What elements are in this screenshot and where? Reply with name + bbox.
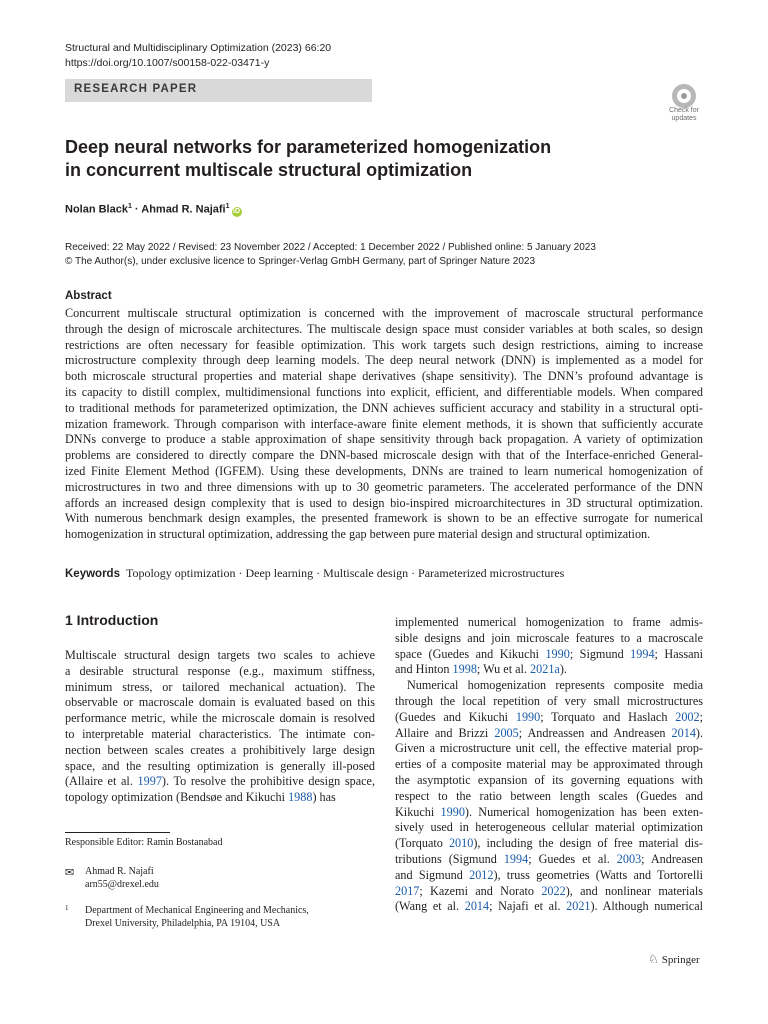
- text-line: [65, 664, 375, 680]
- text-line: [395, 789, 703, 805]
- affiliation-number: 1: [65, 904, 69, 912]
- abstract-line: microstructures in two and three dimensions with up to 30 geometric parameters. The accelerated performance of the DNN: [65, 479, 703, 494]
- text-segment: ; Andreassen and Andreasen: [518, 725, 672, 740]
- text-segment: Numerical homogenization represents composite media: [407, 678, 703, 693]
- text-segment: space, and the resulting optimization is generally ill-posed: [65, 758, 375, 773]
- text-line: [65, 743, 375, 759]
- text-line: [395, 757, 703, 773]
- text-segment: Multiscale structural design targets two scales to achieve: [65, 648, 375, 662]
- text-line: [395, 726, 703, 742]
- doi-link[interactable]: https://doi.org/10.1007/s00158-022-03471-y: [65, 57, 270, 69]
- text-segment: implemented numerical homogenization to frame admis-: [395, 615, 703, 629]
- text-segment: ). Numerical homogenization has been exten-: [464, 804, 703, 819]
- orcid-icon[interactable]: iD: [233, 207, 241, 215]
- affiliation-line: Department of Mechanical Engineering and Mechanics,: [85, 905, 309, 916]
- text-segment: (Torquato: [395, 836, 449, 851]
- intro-column-right: [395, 615, 703, 915]
- keywords-text: Topology optimization · Deep learning · Multiscale design · Parameterized microstructures: [125, 566, 565, 580]
- text-segment: ; Guedes et al.: [528, 851, 617, 866]
- text-segment: ; Kazemi and Norato: [419, 883, 542, 898]
- text-line: [395, 615, 703, 631]
- text-segment: ; Hassani: [654, 646, 703, 661]
- abstract-body: [65, 306, 703, 543]
- article-type-label: RESEARCH PAPER: [74, 83, 198, 95]
- text-segment: (Wang et al.: [395, 899, 465, 914]
- text-segment: ; Andreasen: [641, 851, 703, 866]
- publisher-name: Springer: [661, 954, 700, 966]
- text-segment: ), truss geometries (Watts and Tortorelli: [493, 867, 703, 882]
- text-segment: ), and nonlinear materials: [565, 883, 703, 898]
- contact-name: Ahmad R. Najafi: [85, 866, 154, 877]
- abstract-line: its capacity to distill complex, multidimensional functions into explicit, efficient, and differentiable models. When compared: [65, 384, 703, 399]
- text-line: [395, 647, 703, 663]
- keywords-label: Keywords: [65, 568, 120, 580]
- affiliation-marker: 1: [225, 203, 230, 210]
- text-line: [395, 899, 703, 915]
- journal-header: [65, 41, 331, 71]
- text-segment: ). To resolve the prohibitive design space,: [161, 774, 375, 789]
- springer-horse-icon: ♘: [648, 952, 659, 966]
- text-line: [65, 790, 375, 806]
- text-line: [65, 680, 375, 696]
- check-updates-icon: [672, 84, 696, 108]
- abstract-line: ized Finite Element Method (IGFEM). Using these developments, DNNs are trained to learn numerical homogenization of: [65, 463, 703, 478]
- author-name[interactable]: Ahmad R. Najafi: [141, 203, 226, 216]
- text-segment: ;: [699, 709, 703, 724]
- text-segment: ; Wu et al.: [476, 662, 531, 677]
- citation-link[interactable]: 1990: [545, 646, 570, 661]
- text-line: [395, 773, 703, 789]
- envelope-icon: ✉: [65, 867, 75, 879]
- history-dates: Received: 22 May 2022 / Revised: 23 November 2022 / Accepted: 1 December 2022 / Published online: 5 January 2023: [65, 242, 596, 253]
- text-segment: ) has: [312, 790, 336, 805]
- text-segment: minimum stress, or tailored mechanical actuation). The: [65, 679, 375, 694]
- text-line: [395, 710, 703, 726]
- text-segment: Allaire and Brizzi: [395, 725, 495, 740]
- author-name[interactable]: Nolan Black: [65, 203, 128, 216]
- text-line: [395, 694, 703, 710]
- text-line: [65, 759, 375, 775]
- title-line: in concurrent multiscale structural optimization: [65, 160, 473, 180]
- corresponding-contact: [85, 865, 159, 891]
- citation-link[interactable]: 2010: [448, 836, 474, 851]
- abstract-line: DNNs converge to produce a stable approximation of shape sensitivity through back propagation. A variety of optimization: [65, 432, 703, 447]
- text-segment: and Sigmund: [395, 867, 470, 882]
- text-line: [395, 678, 703, 694]
- text-line: [65, 648, 375, 664]
- contact-email[interactable]: arn55@drexel.edu: [85, 879, 159, 890]
- citation-link[interactable]: 2003: [616, 851, 642, 866]
- text-segment: erties of a composite material may be approximated through: [395, 757, 703, 772]
- text-segment: sible designs and join microscale features to a macroscale: [395, 630, 703, 645]
- text-segment: ; Sigmund: [569, 646, 631, 661]
- abstract-line: through the design of microscale architectures. The multiscale design space must consider variables at both scales, so design: [65, 321, 703, 336]
- abstract-line: Concurrent multiscale structural optimization is concerned with the improvement of macroscale structural performance: [65, 306, 703, 320]
- abstract-heading: Abstract: [65, 290, 112, 302]
- text-segment: performance metric, while the microscale domain is resolved: [65, 711, 375, 726]
- publisher-logo: [648, 952, 700, 967]
- citation-link[interactable]: 1998: [452, 662, 477, 677]
- intro-column-left: [65, 648, 375, 806]
- text-line: [65, 695, 375, 711]
- paper-title: [65, 136, 705, 182]
- text-segment: nection between scales creates a prohibitively large design: [65, 742, 375, 757]
- citation-link[interactable]: 2014: [464, 899, 490, 914]
- affiliation: [85, 904, 309, 930]
- text-line: [65, 774, 375, 790]
- text-line: [395, 741, 703, 757]
- text-segment: sively used in heterogeneous cellular material optimization: [395, 820, 703, 835]
- text-segment: to interpretable material characteristics. The intimate con-: [65, 726, 375, 741]
- abstract-line: restrictions are often necessary for feasible optimization. This work targets such design restrictions, aiming to increase: [65, 337, 703, 352]
- text-segment: space (Guedes and Kikuchi: [395, 646, 546, 661]
- citation-link[interactable]: 2014: [671, 725, 696, 740]
- publication-history: [65, 241, 596, 269]
- citation-link[interactable]: 1988: [288, 790, 313, 805]
- text-segment: Given a microstructure unit cell, the effective material prop-: [395, 741, 703, 756]
- citation-link[interactable]: 2021: [566, 899, 591, 914]
- text-segment: a desirable structural response (e.g., maximum stiffness,: [65, 663, 375, 678]
- citation-link[interactable]: 1994: [630, 646, 655, 661]
- citation-link[interactable]: 1994: [503, 851, 529, 866]
- text-segment: ). Although numerical: [590, 899, 703, 914]
- text-line: [395, 852, 703, 868]
- journal-citation: Structural and Multidisciplinary Optimization (2023) 66:20: [65, 42, 332, 54]
- abstract-line: With numerous benchmark design examples, the presented framework is shown to be an effective surrogate for numerical: [65, 511, 703, 526]
- text-segment: the asymptotic expansion of its governing equations with: [395, 772, 703, 787]
- text-segment: respect to the ratio between length scales (Guedes and: [395, 788, 703, 803]
- text-line: [395, 884, 703, 900]
- responsible-editor: Responsible Editor: Ramin Bostanabad: [65, 837, 223, 848]
- affiliation-line: Drexel University, Philadelphia, PA 19104, USA: [85, 918, 281, 929]
- text-segment: topology optimization (Bendsøe and Kikuchi: [65, 790, 289, 805]
- check-for-updates-badge[interactable]: [664, 84, 704, 124]
- abstract-line: both microscale structural properties and material shape derivatives (shape sensitivity). The DNN’s profound advantage is: [65, 369, 703, 384]
- text-segment: ; Torquato and Haslach: [540, 709, 676, 724]
- text-line: [395, 836, 703, 852]
- citation-link[interactable]: 2017: [395, 883, 420, 898]
- text-segment: ).: [695, 725, 703, 740]
- abstract-line: problems are considered to directly compare the DNN-based microscale design with that of the Interface-enriched General-: [65, 448, 703, 463]
- abstract-line: microstructure complexity through deep learning models. The deep neural network (DNN) is implemented as a model for: [65, 353, 703, 368]
- text-line: [395, 820, 703, 836]
- text-segment: observable or macroscale domain is evaluated based on this: [65, 695, 375, 710]
- citation-link[interactable]: 2022: [541, 883, 566, 898]
- text-line: [65, 711, 375, 727]
- text-line: [395, 805, 703, 821]
- author-list: [65, 203, 242, 217]
- text-segment: (Guedes and Kikuchi: [395, 709, 516, 724]
- citation-link[interactable]: 1997: [137, 774, 162, 789]
- abstract-line: mization framework. Through comparison with interface-aware finite element methods, it is shown that sufficiently accurate: [65, 416, 703, 431]
- citation-link[interactable]: 2002: [675, 709, 700, 724]
- citation-link[interactable]: 1990: [440, 804, 465, 819]
- citation-link[interactable]: 2012: [469, 867, 494, 882]
- citation-link[interactable]: 2021a: [530, 662, 560, 677]
- text-segment: ), including the design of free material dis-: [473, 836, 703, 851]
- article-type-bar: [65, 79, 372, 102]
- text-segment: tributions (Sigmund: [395, 851, 504, 866]
- abstract-line: affords an increased design complexity that is used to design bio-inspired microarchitectures in 3D structural optimization.: [65, 495, 703, 510]
- abstract-line: homogenization in structural optimization, addressing the gap between pure material design and structural optimization.: [65, 527, 651, 542]
- text-segment: and Hinton: [395, 662, 453, 677]
- text-line: [395, 631, 703, 647]
- text-segment: Kikuchi: [395, 804, 441, 819]
- affiliation-marker: 1: [127, 203, 132, 210]
- text-line: [65, 727, 375, 743]
- author-separator: ·: [131, 203, 142, 216]
- text-segment: through the local repetition of very small microstructures: [395, 693, 703, 708]
- footnote-rule: [65, 832, 170, 833]
- text-line: [395, 868, 703, 884]
- keywords-line: [65, 566, 564, 581]
- title-line: Deep neural networks for parameterized homogenization: [65, 137, 552, 157]
- abstract-line: to traditional methods for parameterized optimization, the DNN achieves sufficient accuracy and stability in a structural opti-: [65, 400, 703, 415]
- text-segment: (Allaire et al.: [65, 774, 138, 789]
- section-heading-introduction: 1 Introduction: [65, 612, 159, 628]
- check-updates-text: Check for updates: [669, 107, 699, 122]
- text-line: [395, 662, 703, 678]
- text-segment: ).: [559, 662, 567, 677]
- text-segment: ; Najafi et al.: [489, 899, 567, 914]
- citation-link[interactable]: 1990: [515, 709, 541, 724]
- copyright-line: © The Author(s), under exclusive licence to Springer-Verlag GmbH Germany, part of Springer Nature 2023: [65, 256, 535, 267]
- citation-link[interactable]: 2005: [494, 725, 519, 740]
